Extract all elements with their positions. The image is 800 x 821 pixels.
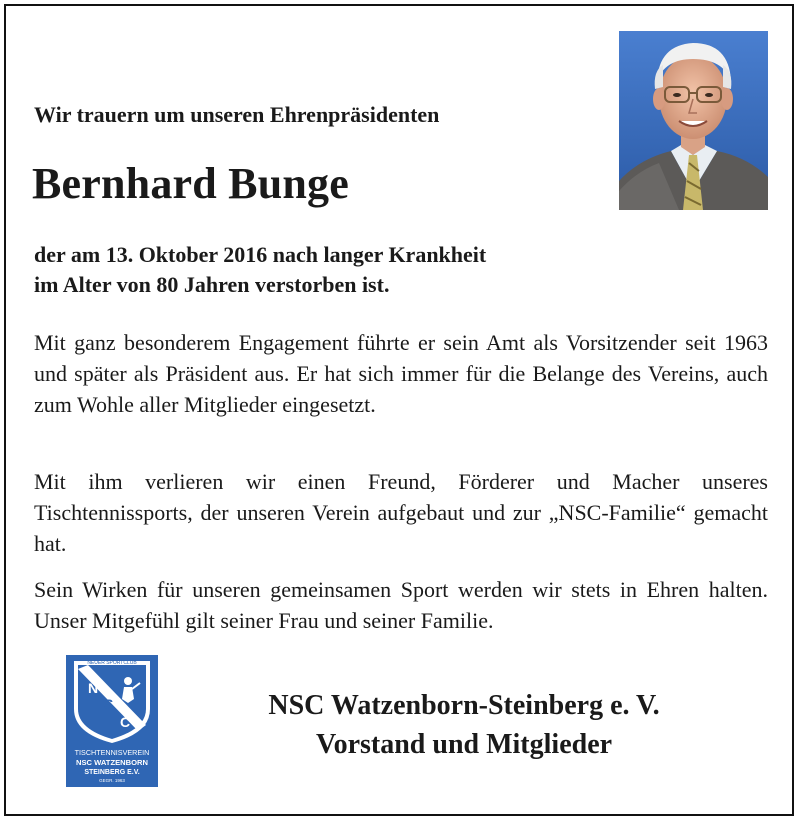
logo-letter-c: C <box>120 714 131 730</box>
paragraph-1: Mit ganz besonderem Engagement führte er sein Amt als Vorsitzender seit 1963 und später als Präsident aus. Er hat sich immer für die Belange des Vereins, auch zum Wohle aller Mitglieder eingesetzt. <box>34 330 768 417</box>
logo-letter-n: N <box>88 680 99 696</box>
paragraph-2: Mit ihm verlieren wir einen Freund, Förderer und Macher unseres Tischtennissports, der unseren Verein aufgebaut und zur „NSC-Familie“ gemacht hat. <box>34 469 768 556</box>
club-shield-logo-icon <box>66 655 158 787</box>
logo-letter-s: S <box>104 696 114 712</box>
logo-line-3: STEINBERG E.V. <box>84 769 140 776</box>
logo-arc-text: NEUER SPORTCLUB <box>87 660 137 666</box>
death-line-1: der am 13. Oktober 2016 nach langer Krankheit <box>34 242 487 267</box>
portrait-photo-icon <box>619 31 768 210</box>
logo-line-4: GEGR. 1963 <box>99 778 125 783</box>
death-notice <box>34 240 486 300</box>
logo-line-1: TISCHTENNISVEREIN <box>74 748 150 757</box>
death-line-2: im Alter von 80 Jahren verstorben ist. <box>34 272 390 297</box>
paragraph-3: Sein Wirken für unseren gemeinsamen Sport werden wir stets in Ehren halten. Unser Mitgefühl gilt seiner Frau und seiner Familie. <box>34 577 768 633</box>
logo-line-2: NSC WATZENBORN <box>76 758 148 767</box>
intro-heading: Wir trauern um unseren Ehrenpräsidenten <box>34 102 440 127</box>
deceased-name: Bernhard Bunge <box>32 159 349 208</box>
organization-name: NSC Watzenborn-Steinberg e. V. <box>268 690 660 721</box>
organization-subline: Vorstand und Mitglieder <box>315 729 613 760</box>
